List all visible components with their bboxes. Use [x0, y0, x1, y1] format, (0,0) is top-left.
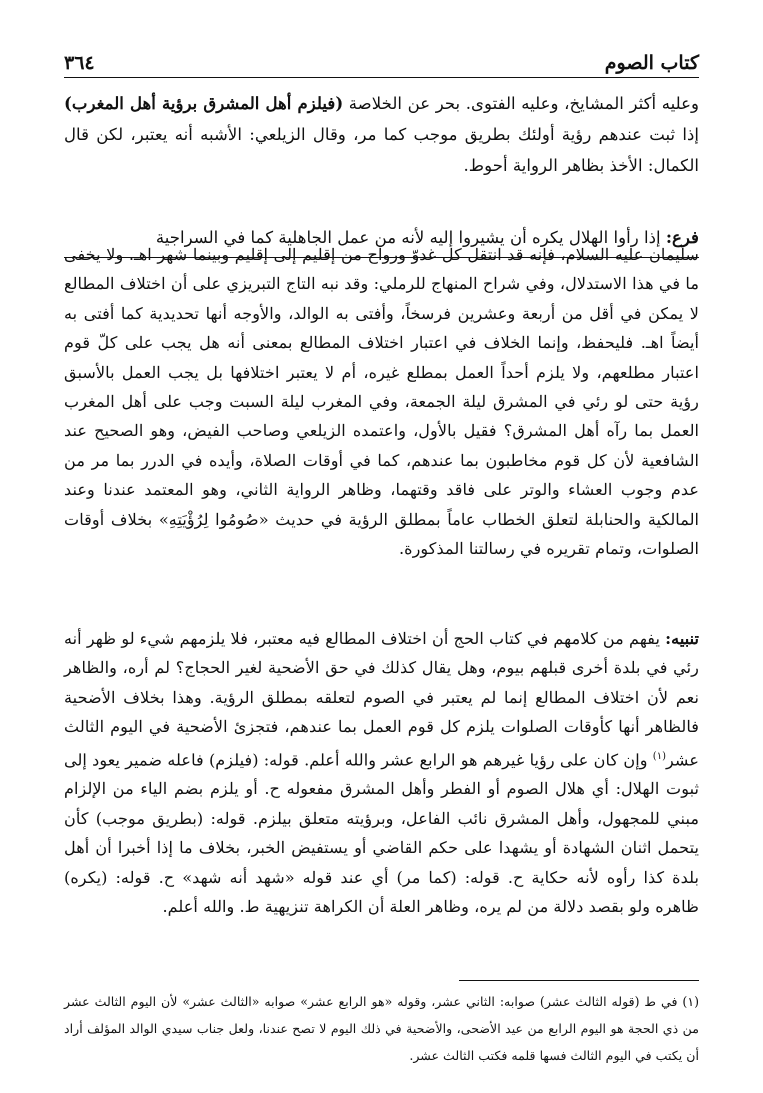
commentary-paragraph	[64, 240, 699, 563]
paragraph-text: وعليه أكثر المشايخ، وعليه الفتوى. بحر عن الخلاصة	[343, 94, 700, 113]
paragraph-text: يفهم من كلامهم في كتاب الحج أن اختلاف المطالع فيه معتبر، فلا يلزمهم شيء لو ظهر أنه رئي في بلدة أخرى قبلهم بيوم، وهل يقال كذلك في حق الأضحية لغير الحجاج؟ لم أره، والظاهر نعم لأن اختلاف المطالع إنما لم يعتبر في الصوم لتعلقه بمطلق الرؤية. وهذا بخلاف الأضحية فالظاهر أنها كأوقات الصلوات يلزم كل قوم العمل بما عندهم، فتجزئ الأضحية في اليوم الثالث عشر	[64, 629, 699, 770]
paragraph-text: إذا ثبت عندهم رؤية أولئك بطريق موجب كما مر، وقال الزيلعي: الأشبه أنه يعتبر، لكن قال الكمال: الأخذ بظاهر الرواية أحوط.	[64, 125, 699, 175]
bold-quote: (فيلزم أهل المشرق برؤية أهل المغرب)	[64, 93, 344, 113]
footnote-separator	[459, 980, 699, 981]
running-header	[64, 44, 699, 78]
branch-label: فرع:	[665, 227, 699, 247]
opening-paragraph	[64, 88, 699, 181]
page-number: ٣٦٤	[64, 52, 95, 74]
branch-text: إذا رأوا الهلال يكره أن يشيروا إليه لأنه من عمل الجاهلية كما في السراجية	[155, 228, 666, 247]
paragraph-text: سليمان عليه السلام، فإنه قد انتقل كل غدوّ ورواح من إقليم إلى إقليم وبينما شهر اهـ. ولا يخفى ما في هذا الاستدلال، وفي شراح المنهاج للرملي: وقد نبه التاج التبريزي على أن اختلاف المطالع لا يمكن في أقل من أربعة وعشرين فرسخاً، وأفتى به الوالد، والأوجه أنها تحديدية كما أفتى به أيضاً اهـ. فليحفظ، وإنما الخلاف في اعتبار اختلاف المطالع بمعنى أنه هل يجب على كلّ قوم اعتبار مطلعهم، ولا يلزم أحداً العمل بمطلع غيره، أم لا يعتبر اختلافها بل يجب العمل بالأسبق رؤية حتى لو رئي في المشرق ليلة الجمعة، وفي المغرب ليلة السبت وجب على أهل المغرب العمل بما رآه أهل المشرق؟ فقيل بالأول، واعتمده الزيلعي وصاحب الفيض، وهو الصحيح عند الشافعية لأن كل قوم مخاطبون بما عندهم، كما في أوقات الصلاة، وأيده في الدرر بما مر من عدم وجوب العشاء والوتر على فاقد وقتهما، وظاهر الرواية الثاني، وهو المعتمد عندنا وعند المالكية والحنابلة لتعلق الخطاب عاماً بمطلق الرؤية في حديث «صُومُوا لِرُؤْيَتِهِ» بخلاف أوقات الصلوات، وتمام تقريره في رسالتنا المذكورة.	[64, 245, 699, 559]
footnote-reference[interactable]: (١)	[652, 750, 666, 762]
paragraph-text: وإن كان على رؤيا غيرهم هو الرابع عشر والله أعلم. قوله: (فيلزم) فاعله ضمير يعود إلى ثبوت الهلال: أي هلال الصوم أو الفطر وأهل المشرق مفعوله ح. أو يلزم بضم الياء من الإلزام مبني للمجهول، وأهل المشرق نائب الفاعل، وبرؤيته متعلق بيلزم. قوله: (بطريق موجب) كأن يتحمل اثنان الشهادة أو يشهدا على حكم القاضي أو يستفيض الخبر، بخلاف ما إذا أخبرا أن أهل بلدة كذا رأوه لأنه حكاية ح. قوله: (كما مر) أي عند قوله «شهد أنه شهد» ح. قوله: (يكره) ظاهره ولو بقصد دلالة من لم يره، وظاهر العلة أن الكراهة تنزيهية ط. والله أعلم.	[64, 750, 699, 917]
footnote	[64, 988, 699, 1069]
notice-paragraph	[64, 624, 699, 921]
notice-label: تنبيه:	[665, 629, 699, 648]
footnote-number: (١)	[682, 994, 699, 1009]
footnote-text: في ط (قوله الثالث عشر) صوابه: الثاني عشر، وقوله «هو الرابع عشر» صوابه «الثالث عشر» لأن اليوم الثالث عشر من ذي الحجة هو اليوم الرابع من عيد الأضحى، والأضحية في ذلك اليوم لا تصح عندنا، ولعل جناب سيدي الوالد المؤلف أراد أن يكتب في اليوم الثالث فسها قلمه فكتب الثالث عشر.	[64, 994, 699, 1063]
chapter-title: كتاب الصوم	[604, 52, 699, 74]
